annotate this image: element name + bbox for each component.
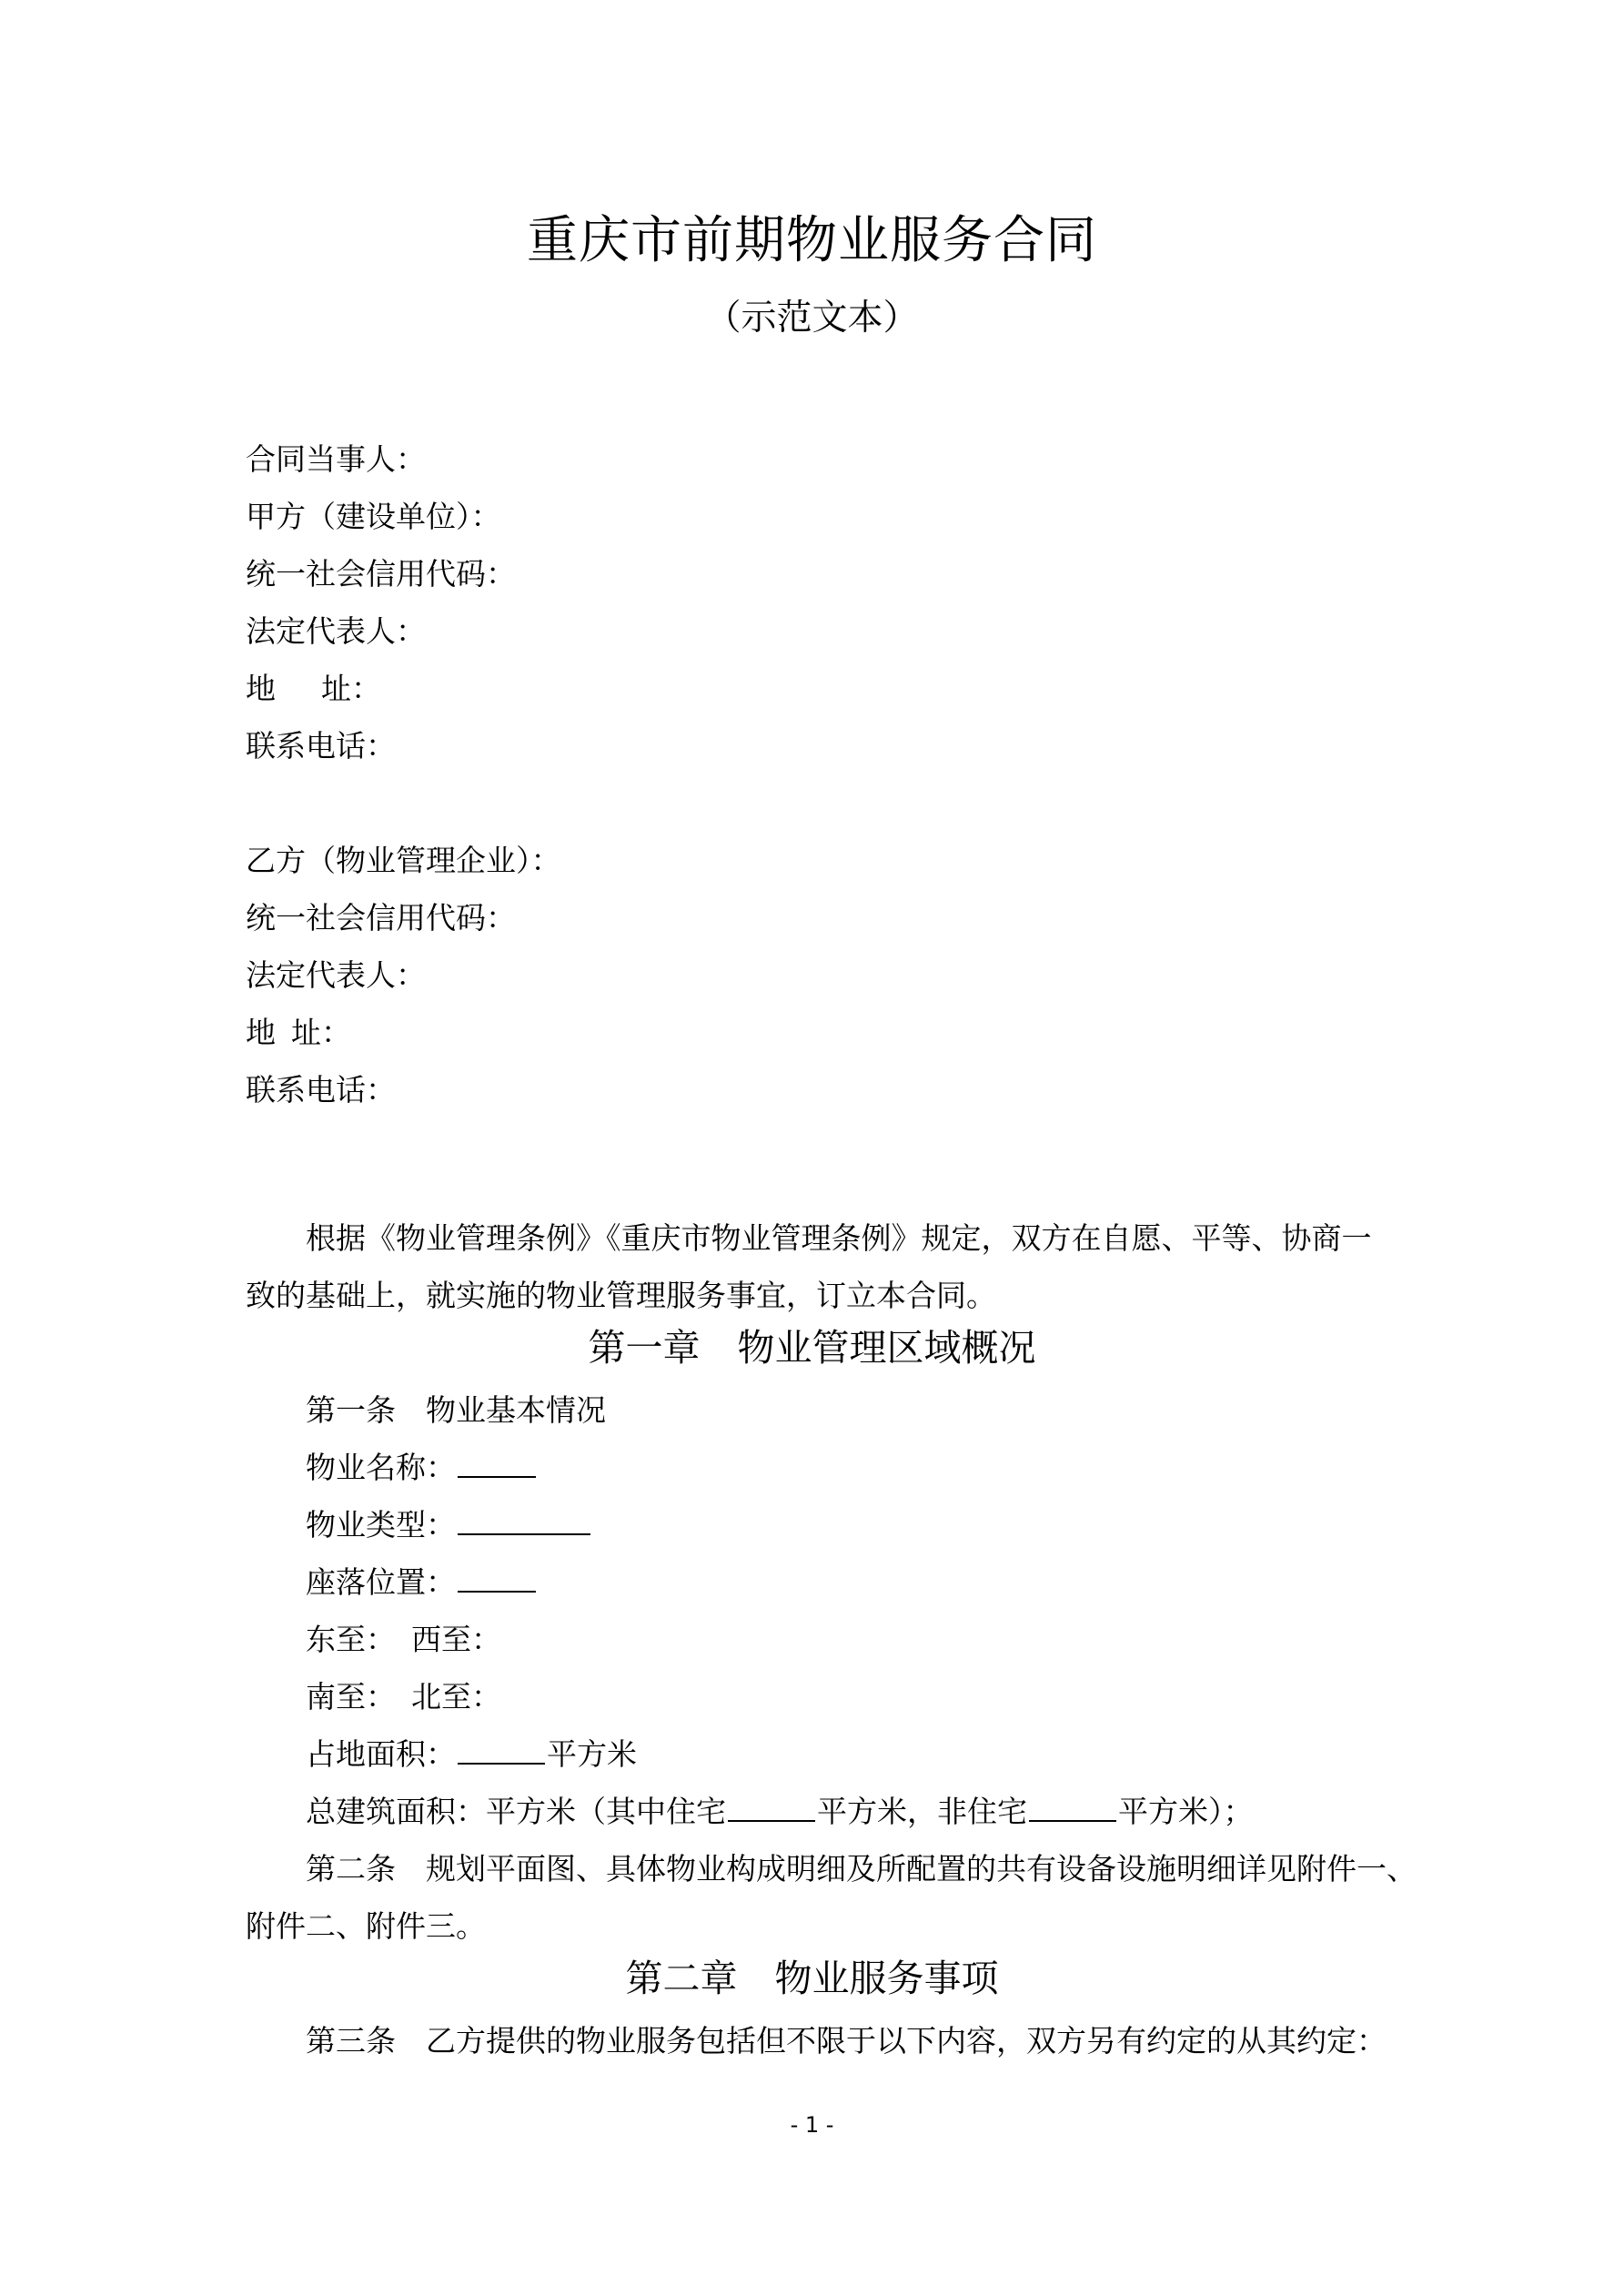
property-type-row — [306, 1503, 592, 1547]
total-area-end: 平方米）； — [1118, 1794, 1254, 1829]
property-location-label: 座落位置： — [306, 1564, 456, 1600]
land-area-row — [306, 1733, 637, 1776]
article-2-text-1: 规划平面图、具体物业构成明细及所配置的共有设备设施明细详见附件一、 — [426, 1851, 1417, 1886]
land-area-unit: 平方米 — [547, 1736, 637, 1772]
article-3-text: 乙方提供的物业服务包括但不限于以下内容，双方另有约定的从其约定： — [426, 2023, 1387, 2058]
land-area-blank[interactable] — [458, 1735, 545, 1765]
property-type-label: 物业类型： — [306, 1507, 456, 1542]
party-a-address — [246, 667, 381, 711]
preamble-line-1: 根据《物业管理条例》《重庆市物业管理条例》规定，双方在自愿、平等、协商一 — [306, 1220, 1372, 1256]
property-name-row — [306, 1446, 538, 1490]
parties-heading: 合同当事人： — [246, 441, 426, 477]
party-a-legal-rep: 法定代表人： — [246, 613, 426, 649]
boundary-south: 南至： — [306, 1679, 396, 1714]
article-3 — [306, 2019, 1387, 2063]
boundary-south-north — [306, 1675, 501, 1719]
total-area-row — [306, 1790, 1254, 1834]
party-a-address-char1: 地 — [246, 671, 276, 706]
article-1-title: 物业基本情况 — [426, 1392, 606, 1428]
preamble-line-2: 致的基础上，就实施的物业管理服务事宜，订立本合同。 — [246, 1278, 996, 1313]
property-name-blank[interactable] — [458, 1449, 536, 1478]
party-b-legal-rep: 法定代表人： — [246, 957, 426, 993]
residential-area-blank[interactable] — [728, 1793, 815, 1822]
article-1 — [306, 1389, 606, 1432]
boundary-west: 西至： — [411, 1622, 501, 1657]
boundary-east-west — [306, 1618, 501, 1662]
article-3-number: 第三条 — [306, 2023, 396, 2058]
party-b-address-char1: 地 — [246, 1015, 276, 1050]
party-a-credit-code: 统一社会信用代码： — [246, 556, 516, 592]
boundary-north: 北至： — [411, 1679, 501, 1714]
chapter-1-title: 第一章 物业管理区域概况 — [588, 1326, 1036, 1370]
party-a-phone: 联系电话： — [246, 728, 396, 764]
party-b-address-char2: 址： — [291, 1015, 351, 1050]
party-b-credit-code: 统一社会信用代码： — [246, 900, 516, 936]
property-type-blank[interactable] — [458, 1506, 590, 1535]
party-b-phone: 联系电话： — [246, 1072, 396, 1108]
total-area-label: 总建筑面积：平方米（其中住宅 — [306, 1794, 726, 1829]
article-2 — [306, 1847, 1417, 1891]
document-title: 重庆市前期物业服务合同 — [527, 211, 1097, 270]
article-1-number: 第一条 — [306, 1392, 396, 1428]
party-b-address — [246, 1011, 351, 1055]
article-2-text-2: 附件二、附件三。 — [246, 1908, 486, 1944]
document-subtitle: （示范文本） — [705, 298, 919, 339]
party-a-address-char2: 址： — [321, 671, 381, 706]
boundary-east: 东至： — [306, 1622, 396, 1657]
property-location-row — [306, 1561, 538, 1604]
article-2-number: 第二条 — [306, 1851, 396, 1886]
non-residential-area-blank[interactable] — [1029, 1793, 1116, 1822]
party-a-label: 甲方（建设单位）： — [246, 499, 501, 534]
page-number: - 1 - — [790, 2112, 834, 2138]
land-area-label: 占地面积： — [306, 1736, 456, 1772]
chapter-2-title: 第二章 物业服务事项 — [625, 1957, 999, 2000]
property-name-label: 物业名称： — [306, 1450, 456, 1485]
total-area-mid: 平方米，非住宅 — [817, 1794, 1027, 1829]
property-location-blank[interactable] — [458, 1563, 536, 1593]
party-b-label: 乙方（物业管理企业）： — [246, 843, 561, 878]
